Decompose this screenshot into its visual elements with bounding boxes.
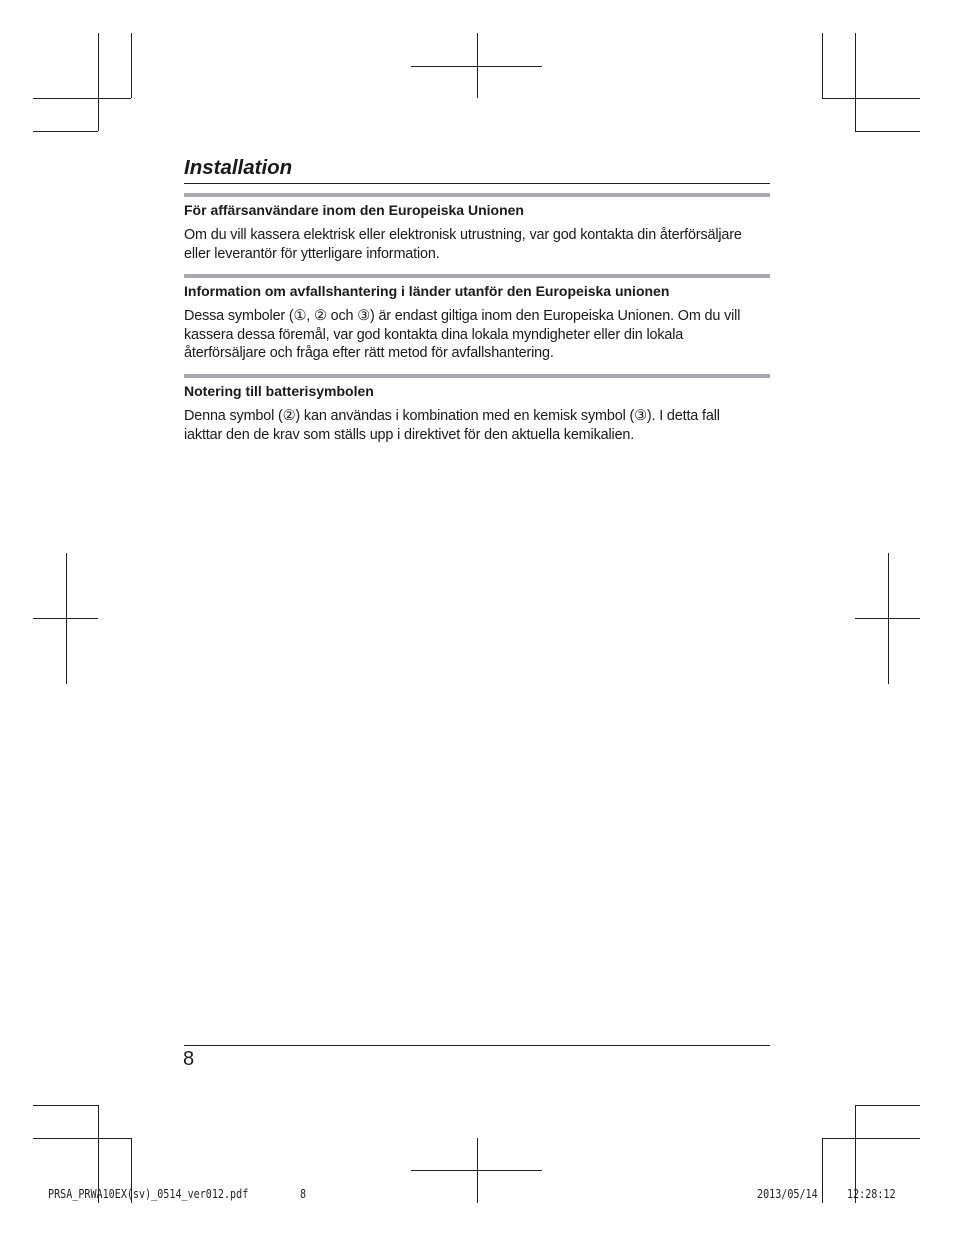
section-body-outside-eu <box>184 307 774 363</box>
print-slug-time: 12:28:12 <box>847 1187 896 1201</box>
section-heading-outside-eu: Information om avfallshantering i länder utanför den Europeiska unionen <box>184 283 670 299</box>
body-line: återförsäljare och fråga efter rätt metod för avfallshantering. <box>184 345 554 361</box>
section-heading-eu-business: För affärsanvändare inom den Europeiska Unionen <box>184 202 524 218</box>
body-line: eller leverantör för ytterligare information. <box>184 245 440 262</box>
print-slug-page: 8 <box>300 1187 307 1201</box>
body-line: iakttar den de krav som ställs upp i direktivet för den aktuella kemikalien. <box>184 426 635 443</box>
body-line: kassera dessa föremål, var god kontakta dina lokala myndigheter eller din lokala <box>184 326 684 343</box>
section-divider-3 <box>184 374 770 378</box>
section-body-battery-symbol <box>184 407 774 444</box>
print-slug-filename: PRSA_PRWA10EX(sv)_0514_ver012.pdf <box>48 1187 249 1201</box>
footer-rule <box>184 1045 770 1046</box>
page-number: 8 <box>183 1048 195 1070</box>
body-line: Om du vill kassera elektrisk eller elektronisk utrustning, var god kontakta din återförsäljare <box>184 227 742 243</box>
title-underline <box>184 183 770 184</box>
section-heading-battery-symbol: Notering till batterisymbolen <box>184 383 374 399</box>
body-line: Dessa symboler (①, ② och ③) är endast giltiga inom den Europeiska Unionen. Om du vill <box>184 308 741 324</box>
section-divider-2 <box>184 274 770 278</box>
section-title: Installation <box>184 156 293 179</box>
print-slug-date: 2013/05/14 <box>757 1187 818 1201</box>
section-body-eu-business <box>184 226 774 263</box>
body-line: Denna symbol (②) kan användas i kombination med en kemisk symbol (③). I detta fall <box>184 408 720 424</box>
section-divider-1 <box>184 193 770 197</box>
